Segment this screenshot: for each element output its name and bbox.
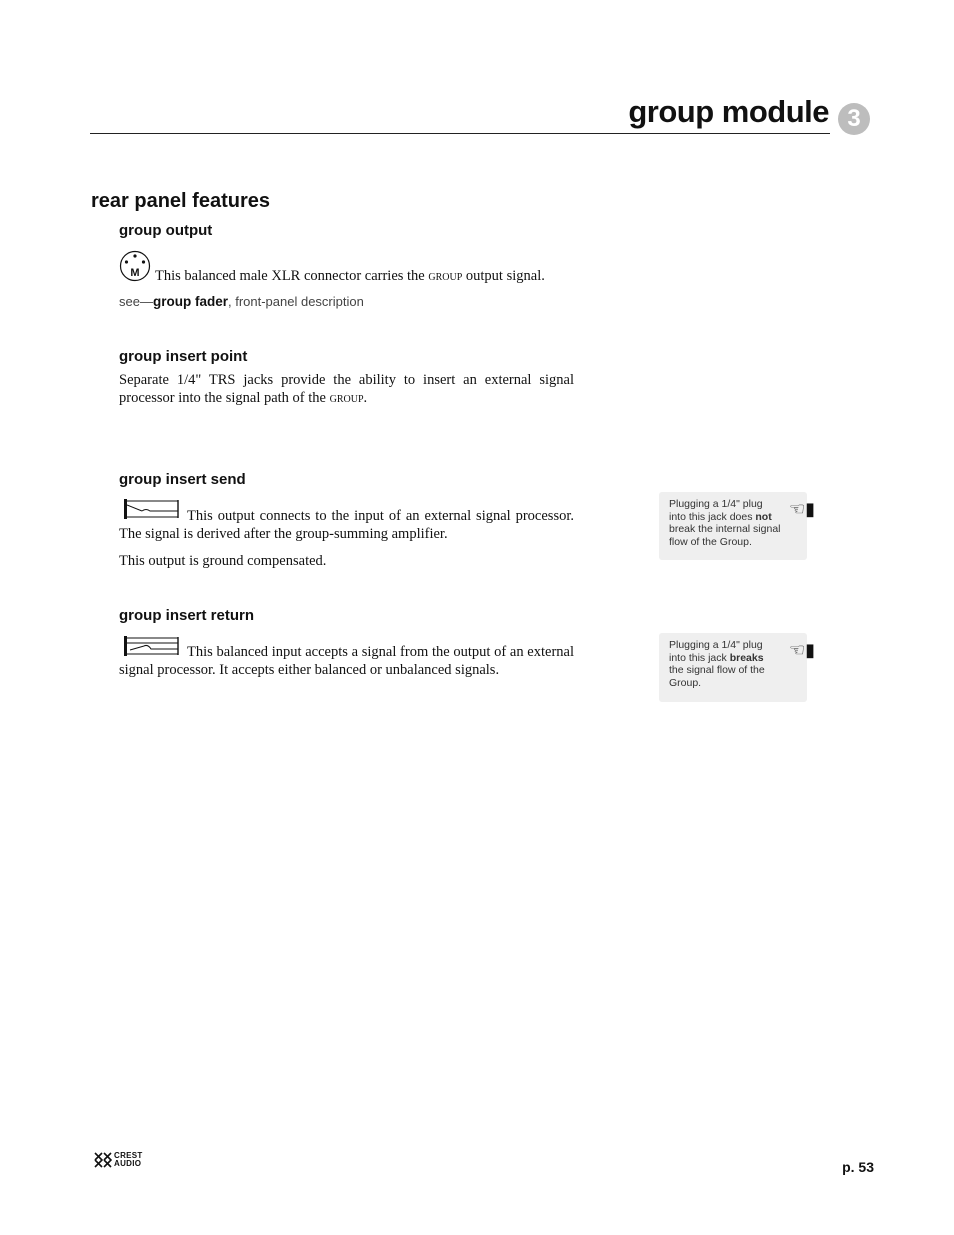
pointing-hand-icon: ☜▮	[788, 499, 815, 519]
see-link-group-fader: group fader	[152, 294, 228, 309]
group-insert-return-description: This balanced input accepts a signal from the output of an external signal processor. It accepts either balanced or unbalanced signals.	[119, 644, 574, 678]
group-output-description: This balanced male XLR connector carries the group output signal.	[155, 268, 545, 284]
group-insert-send-description: This output connects to the input of an external signal processor. The signal is derived after the group-summing amplifier.	[119, 508, 574, 542]
group-insert-point-description: Separate 1/4" TRS jacks provide the ability to insert an external signal processor into the signal path of the group.	[119, 372, 574, 406]
insert-return-side-note: Plugging a 1/4" plug into this jack breaks the signal flow of the Group. ☜▮	[659, 633, 807, 702]
header-rule	[90, 133, 830, 134]
page-number: p. 53	[842, 1159, 874, 1175]
page-title: group module	[628, 94, 829, 129]
group-insert-send-note-ground: This output is ground compensated.	[119, 553, 327, 569]
svg-text:M: M	[130, 267, 140, 279]
insert-send-side-note: Plugging a 1/4" plug into this jack does not break the internal signal flow of the Group. ☜▮	[659, 492, 807, 560]
chapter-badge: 3	[838, 103, 870, 135]
xlr-male-connector-icon	[119, 250, 153, 282]
heading-group-insert-point: group insert point	[119, 348, 248, 365]
see-reference: see—group fader, front-panel description	[119, 294, 364, 309]
section-title: rear panel features	[91, 190, 270, 212]
pointing-hand-icon: ☜▮	[788, 640, 815, 660]
crest-audio-logo: CREST AUDIO	[94, 1152, 143, 1168]
crest-logo-mark-icon	[94, 1152, 112, 1168]
heading-group-insert-send: group insert send	[119, 471, 246, 488]
heading-group-insert-return: group insert return	[119, 607, 255, 624]
heading-group-output: group output	[119, 222, 213, 239]
